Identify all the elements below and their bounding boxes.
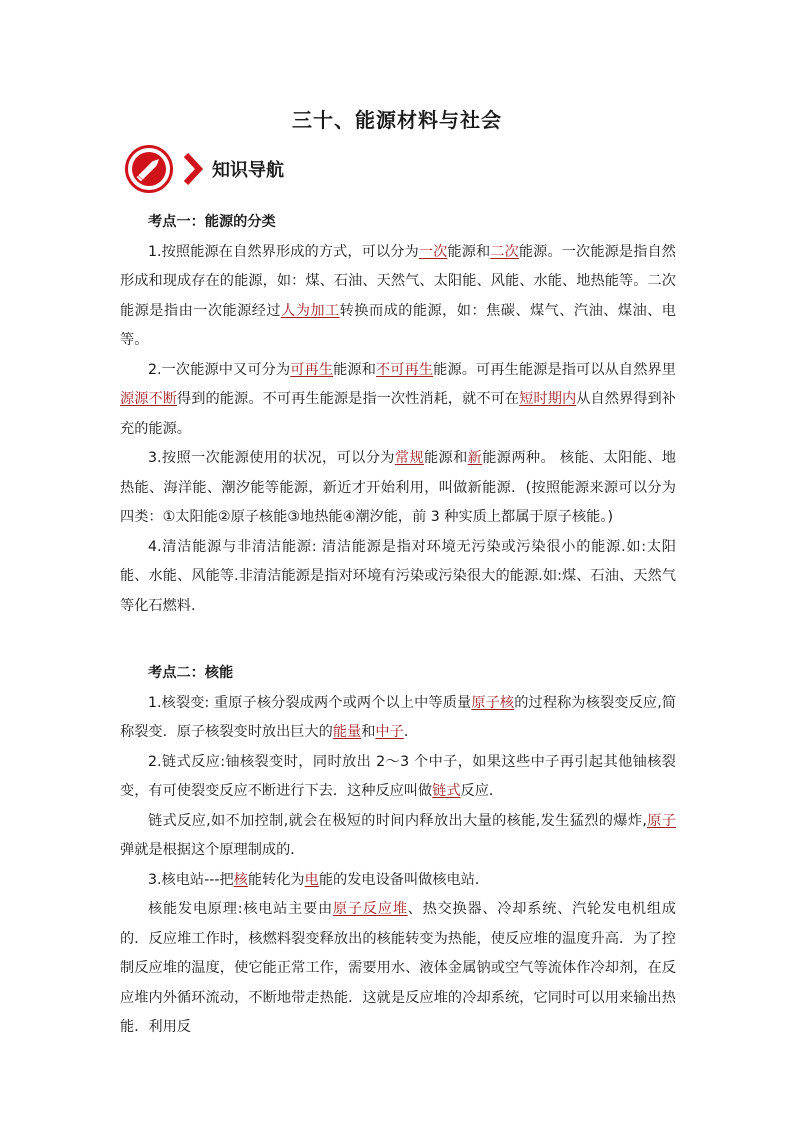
paragraph-chain-reaction: 2.链式反应:铀核裂变时，同时放出 2～3 个中子，如果这些中子再引起其他铀核裂变，有可使裂变反应不断进行下去．这种反应叫做链式反应． (120, 753, 676, 799)
pencil-icon (124, 144, 174, 194)
paragraph-energy-formation: 1.按照能源在自然界形成的方式，可以分为一次能源和二次能源。一次能源是指自然形成和现成存在的能源，如：煤、石油、天然气、太阳能、风能、水能、地热能等。二次能源是指由一次能源经过人为加工转换而成的能源，如：焦碳、煤气、汽油、煤油、电等。 (120, 243, 676, 348)
chevron-right-icon (182, 152, 204, 186)
paragraph-renewable: 2.一次能源中又可分为可再生能源和不可再生能源。可再生能源是指可以从自然界里源源不断得到的能源。不可再生能源是指一次性消耗，就不可在短时期内从自然界得到补充的能源。 (120, 361, 676, 437)
paragraph-generation-principle: 核能发电原理:核电站主要由原子反应堆、热交换器、冷却系统、汽轮发电机组成的．反应堆工作时，核燃料裂变释放出的核能转变为热能，使反应堆的温度升高．为了控制反应堆的温度，使它能正常工作，需要用水、液体金属钠或空气等流体作冷却剂，在反应堆内外循环流动，不断地带走热能．这就是反应堆的冷却系统，它同时可以用来输出热能．利用反 (120, 901, 676, 1035)
paragraph-atomic-bomb: 链式反应,如不加控制,就会在极短的时间内释放出大量的核能,发生猛烈的爆炸,原子弹就是根据这个原理制成的． (120, 812, 676, 858)
page-title: 三十、能源材料与社会 (292, 108, 502, 132)
topic-heading-1: 考点一：能源的分类 (148, 214, 276, 230)
section-spacer (120, 621, 676, 659)
paragraph-clean-energy: 4.清洁能源与非清洁能源: 清洁能源是指对环境无污染或污染很小的能源.如:太阳能、水能、风能等.非清洁能源是指对环境有污染或污染很大的能源.如:煤、石油、天然气等化石燃料. (120, 538, 676, 614)
topic-heading-2: 考点二：核能 (148, 665, 234, 681)
content-body (120, 208, 676, 1043)
knowledge-nav-header (124, 142, 284, 196)
paragraph-nuclear-plant: 3.核电站---把核能转化为电能的发电设备叫做核电站． (148, 871, 490, 888)
section-title: 知识导航 (212, 160, 284, 181)
paragraph-fission: 1.核裂变: 重原子核分裂成两个或两个以上中等质量原子核的过程称为核裂变反应,简称裂变．原子核裂变时放出巨大的能量和中子． (120, 694, 677, 740)
paragraph-usage-status: 3.按照一次能源使用的状况，可以分为常规能源和新能源两种。 核能、太阳能、地热能、海洋能、潮汐能等能源，新近才开始利用，叫做新能源．(按照能源来源可以分为四类：①太阳能②原子核能③地热能④潮汐能，前 3 种实质上都属于原子核能。) (120, 450, 676, 525)
